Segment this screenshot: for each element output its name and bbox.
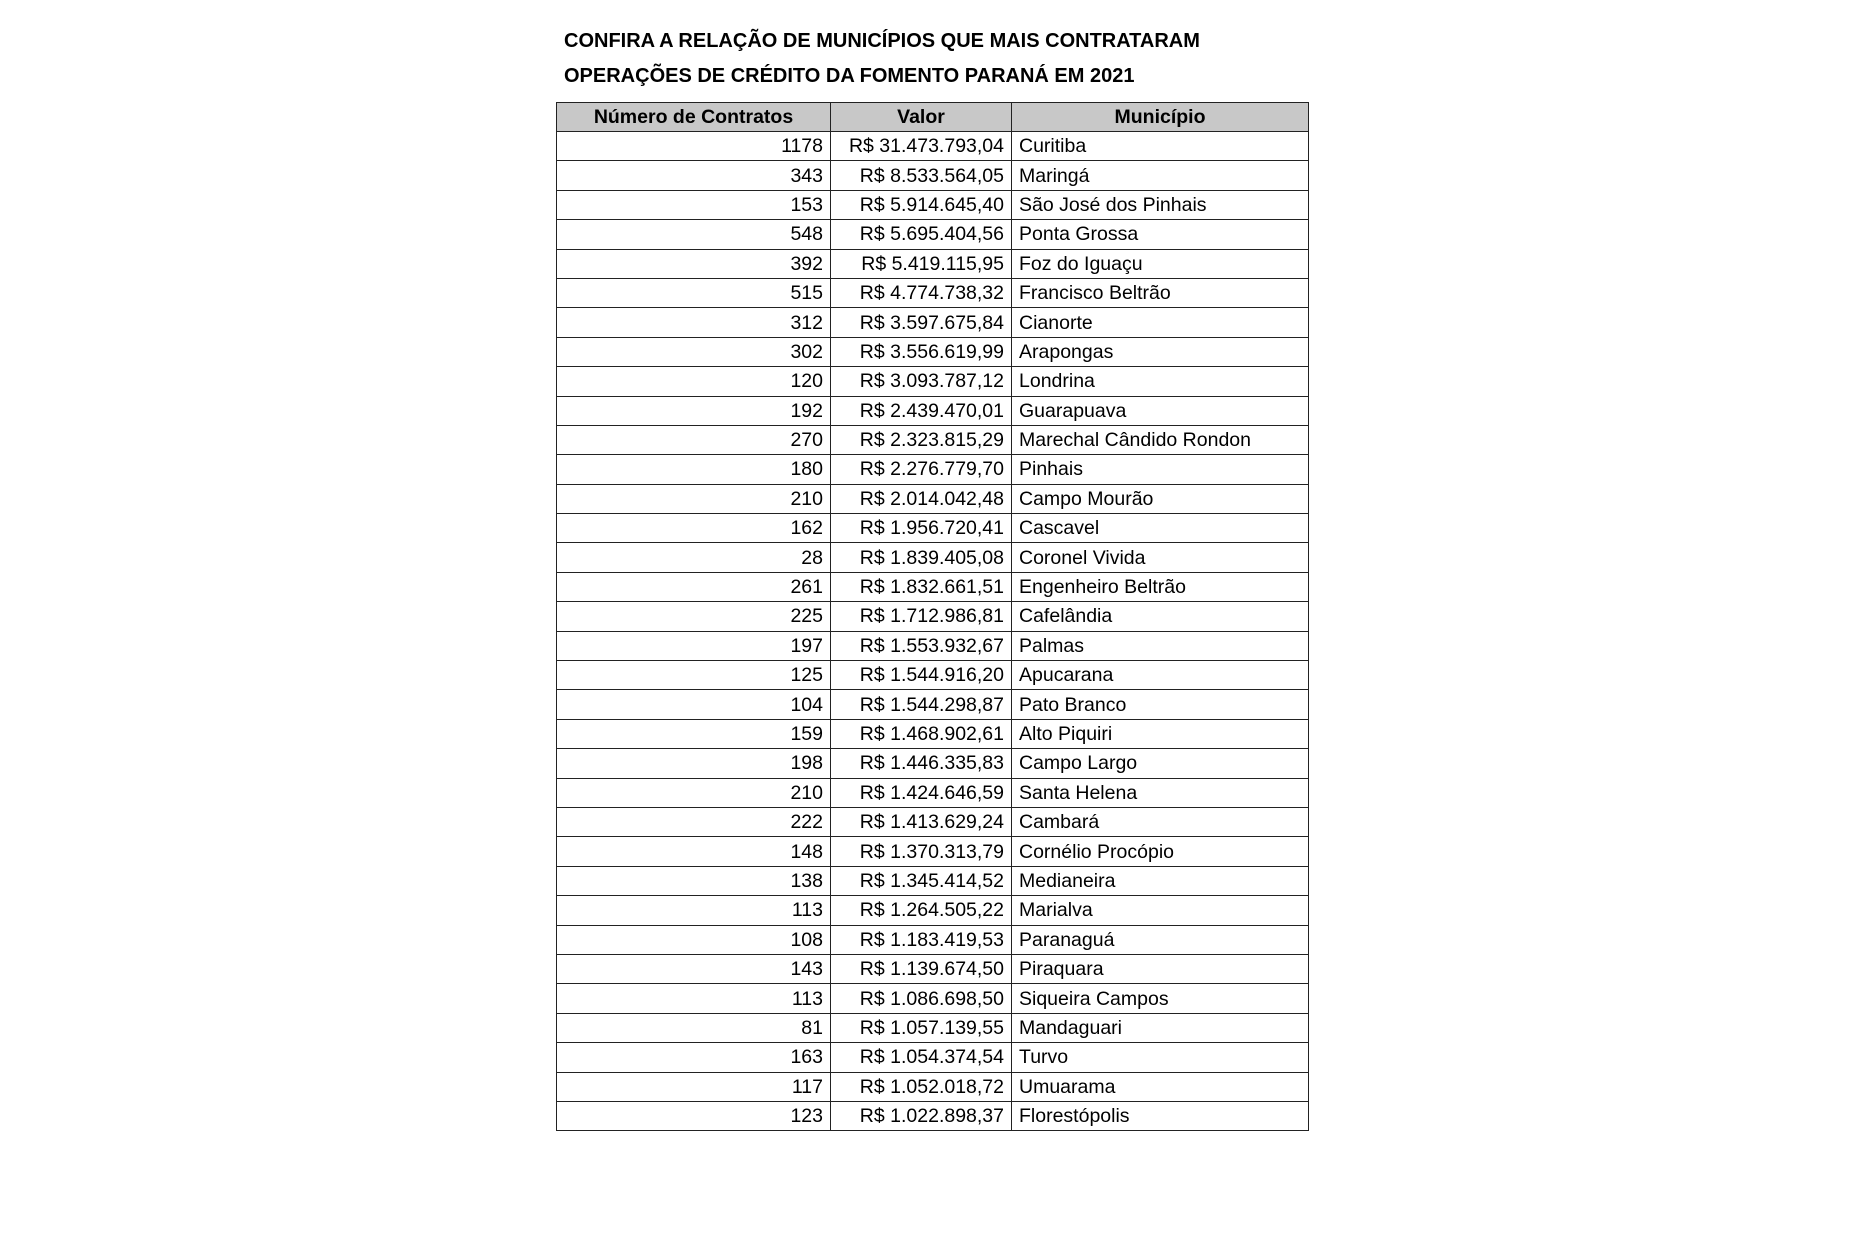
cell-municipio: Arapongas <box>1012 337 1309 366</box>
cell-numero-contratos: 117 <box>557 1072 831 1101</box>
table-row <box>557 484 1309 513</box>
table-row <box>557 749 1309 778</box>
cell-municipio: Turvo <box>1012 1043 1309 1072</box>
table-row <box>557 1013 1309 1042</box>
cell-valor: R$ 1.468.902,61 <box>831 719 1012 748</box>
cell-numero-contratos: 153 <box>557 190 831 219</box>
cell-numero-contratos: 392 <box>557 249 831 278</box>
table-row <box>557 954 1309 983</box>
cell-numero-contratos: 312 <box>557 308 831 337</box>
cell-municipio: Marialva <box>1012 896 1309 925</box>
cell-municipio: Umuarama <box>1012 1072 1309 1101</box>
cell-numero-contratos: 302 <box>557 337 831 366</box>
cell-municipio: Siqueira Campos <box>1012 984 1309 1013</box>
cell-municipio: Cafelândia <box>1012 602 1309 631</box>
cell-municipio: Ponta Grossa <box>1012 220 1309 249</box>
table-header-row <box>557 103 1309 132</box>
cell-municipio: Cambará <box>1012 807 1309 836</box>
cell-valor: R$ 5.914.645,40 <box>831 190 1012 219</box>
table-row <box>557 631 1309 660</box>
cell-numero-contratos: 548 <box>557 220 831 249</box>
cell-valor: R$ 5.695.404,56 <box>831 220 1012 249</box>
table-row <box>557 984 1309 1013</box>
cell-numero-contratos: 81 <box>557 1013 831 1042</box>
cell-numero-contratos: 225 <box>557 602 831 631</box>
table-row <box>557 1043 1309 1072</box>
table-row <box>557 278 1309 307</box>
cell-valor: R$ 1.413.629,24 <box>831 807 1012 836</box>
cell-numero-contratos: 138 <box>557 866 831 895</box>
cell-valor: R$ 1.022.898,37 <box>831 1101 1012 1130</box>
cell-municipio: Cascavel <box>1012 514 1309 543</box>
cell-valor: R$ 1.264.505,22 <box>831 896 1012 925</box>
table-row <box>557 778 1309 807</box>
table-row <box>557 719 1309 748</box>
table-row <box>557 925 1309 954</box>
cell-valor: R$ 2.276.779,70 <box>831 455 1012 484</box>
cell-valor: R$ 1.839.405,08 <box>831 543 1012 572</box>
title-line-2: OPERAÇÕES DE CRÉDITO DA FOMENTO PARANÁ EM 2021 <box>564 65 1135 87</box>
cell-municipio: Coronel Vivida <box>1012 543 1309 572</box>
cell-municipio: Palmas <box>1012 631 1309 660</box>
table-row <box>557 396 1309 425</box>
cell-municipio: Marechal Cândido Rondon <box>1012 425 1309 454</box>
cell-numero-contratos: 222 <box>557 807 831 836</box>
cell-numero-contratos: 162 <box>557 514 831 543</box>
table-row <box>557 690 1309 719</box>
cell-valor: R$ 1.054.374,54 <box>831 1043 1012 1072</box>
cell-valor: R$ 1.553.932,67 <box>831 631 1012 660</box>
cell-valor: R$ 1.086.698,50 <box>831 984 1012 1013</box>
cell-municipio: Cornélio Procópio <box>1012 837 1309 866</box>
cell-municipio: São José dos Pinhais <box>1012 190 1309 219</box>
table-row <box>557 543 1309 572</box>
header-valor: Valor <box>831 103 1012 132</box>
cell-valor: R$ 1.956.720,41 <box>831 514 1012 543</box>
cell-municipio: Paranaguá <box>1012 925 1309 954</box>
cell-numero-contratos: 120 <box>557 367 831 396</box>
cell-municipio: Campo Mourão <box>1012 484 1309 513</box>
cell-valor: R$ 2.439.470,01 <box>831 396 1012 425</box>
cell-municipio: Pato Branco <box>1012 690 1309 719</box>
cell-numero-contratos: 125 <box>557 661 831 690</box>
cell-municipio: Londrina <box>1012 367 1309 396</box>
table-row <box>557 896 1309 925</box>
table-body <box>557 132 1309 1131</box>
cell-numero-contratos: 123 <box>557 1101 831 1130</box>
cell-numero-contratos: 198 <box>557 749 831 778</box>
cell-numero-contratos: 148 <box>557 837 831 866</box>
table-row <box>557 602 1309 631</box>
cell-municipio: Florestópolis <box>1012 1101 1309 1130</box>
table-row <box>557 249 1309 278</box>
cell-municipio: Apucarana <box>1012 661 1309 690</box>
cell-numero-contratos: 515 <box>557 278 831 307</box>
cell-valor: R$ 3.556.619,99 <box>831 337 1012 366</box>
cell-numero-contratos: 159 <box>557 719 831 748</box>
table-row <box>557 190 1309 219</box>
cell-municipio: Alto Piquiri <box>1012 719 1309 748</box>
cell-valor: R$ 1.446.335,83 <box>831 749 1012 778</box>
cell-valor: R$ 4.774.738,32 <box>831 278 1012 307</box>
table-row <box>557 1101 1309 1130</box>
cell-valor: R$ 3.597.675,84 <box>831 308 1012 337</box>
cell-municipio: Piraquara <box>1012 954 1309 983</box>
header-municipio: Município <box>1012 103 1309 132</box>
cell-valor: R$ 1.544.916,20 <box>831 661 1012 690</box>
cell-numero-contratos: 180 <box>557 455 831 484</box>
cell-numero-contratos: 113 <box>557 984 831 1013</box>
cell-numero-contratos: 261 <box>557 572 831 601</box>
cell-valor: R$ 1.057.139,55 <box>831 1013 1012 1042</box>
title-line-1: CONFIRA A RELAÇÃO DE MUNICÍPIOS QUE MAIS CONTRATARAM <box>564 30 1200 52</box>
municipalities-table <box>556 102 1309 1131</box>
cell-valor: R$ 1.544.298,87 <box>831 690 1012 719</box>
table-row <box>557 837 1309 866</box>
cell-municipio: Engenheiro Beltrão <box>1012 572 1309 601</box>
cell-valor: R$ 2.323.815,29 <box>831 425 1012 454</box>
cell-municipio: Santa Helena <box>1012 778 1309 807</box>
cell-municipio: Foz do Iguaçu <box>1012 249 1309 278</box>
cell-numero-contratos: 113 <box>557 896 831 925</box>
cell-numero-contratos: 104 <box>557 690 831 719</box>
table-row <box>557 367 1309 396</box>
cell-valor: R$ 8.533.564,05 <box>831 161 1012 190</box>
cell-numero-contratos: 1178 <box>557 132 831 161</box>
cell-valor: R$ 1.183.419,53 <box>831 925 1012 954</box>
document-title <box>564 24 1200 94</box>
table-row <box>557 866 1309 895</box>
cell-municipio: Curitiba <box>1012 132 1309 161</box>
cell-numero-contratos: 210 <box>557 484 831 513</box>
cell-valor: R$ 5.419.115,95 <box>831 249 1012 278</box>
table-row <box>557 572 1309 601</box>
cell-valor: R$ 1.424.646,59 <box>831 778 1012 807</box>
table-row <box>557 1072 1309 1101</box>
table-row <box>557 220 1309 249</box>
cell-numero-contratos: 210 <box>557 778 831 807</box>
cell-numero-contratos: 343 <box>557 161 831 190</box>
table-row <box>557 337 1309 366</box>
table-row <box>557 807 1309 836</box>
table-row <box>557 308 1309 337</box>
cell-numero-contratos: 197 <box>557 631 831 660</box>
cell-municipio: Cianorte <box>1012 308 1309 337</box>
cell-numero-contratos: 270 <box>557 425 831 454</box>
table-row <box>557 425 1309 454</box>
cell-valor: R$ 1.712.986,81 <box>831 602 1012 631</box>
cell-municipio: Francisco Beltrão <box>1012 278 1309 307</box>
cell-municipio: Campo Largo <box>1012 749 1309 778</box>
cell-valor: R$ 3.093.787,12 <box>831 367 1012 396</box>
cell-valor: R$ 2.014.042,48 <box>831 484 1012 513</box>
cell-municipio: Pinhais <box>1012 455 1309 484</box>
cell-valor: R$ 1.052.018,72 <box>831 1072 1012 1101</box>
cell-numero-contratos: 163 <box>557 1043 831 1072</box>
table-row <box>557 132 1309 161</box>
cell-numero-contratos: 108 <box>557 925 831 954</box>
cell-valor: R$ 1.370.313,79 <box>831 837 1012 866</box>
cell-municipio: Guarapuava <box>1012 396 1309 425</box>
cell-municipio: Mandaguari <box>1012 1013 1309 1042</box>
cell-numero-contratos: 28 <box>557 543 831 572</box>
table-row <box>557 661 1309 690</box>
header-numero-contratos: Número de Contratos <box>557 103 831 132</box>
table-row <box>557 161 1309 190</box>
table-row <box>557 455 1309 484</box>
cell-numero-contratos: 143 <box>557 954 831 983</box>
cell-valor: R$ 1.345.414,52 <box>831 866 1012 895</box>
cell-valor: R$ 1.139.674,50 <box>831 954 1012 983</box>
cell-valor: R$ 1.832.661,51 <box>831 572 1012 601</box>
cell-valor: R$ 31.473.793,04 <box>831 132 1012 161</box>
cell-numero-contratos: 192 <box>557 396 831 425</box>
cell-municipio: Maringá <box>1012 161 1309 190</box>
table-row <box>557 514 1309 543</box>
cell-municipio: Medianeira <box>1012 866 1309 895</box>
